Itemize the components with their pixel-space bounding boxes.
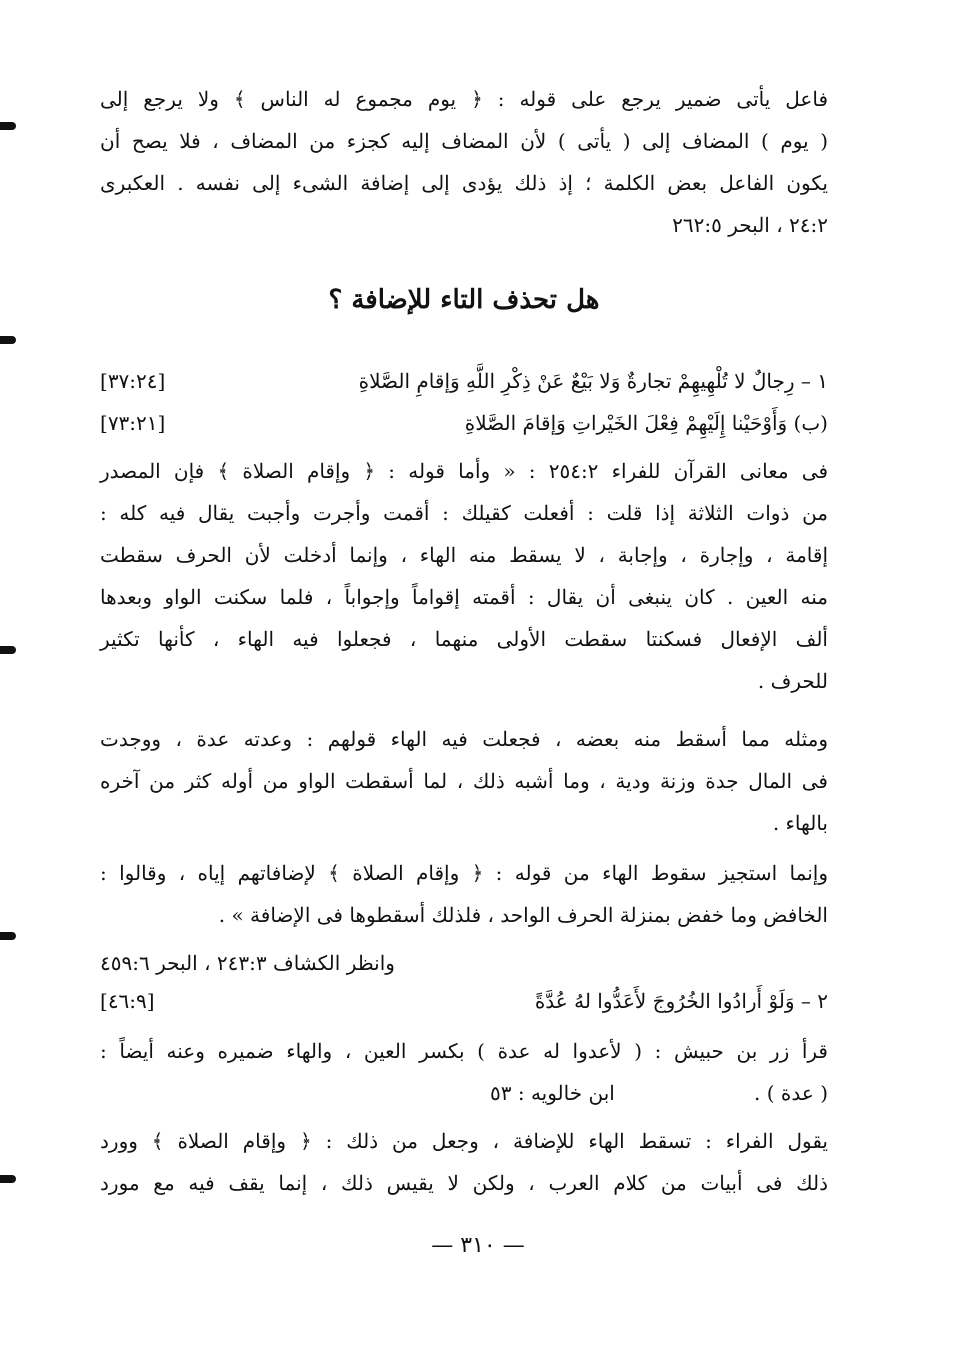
text-line: ألف الإفعال فسكنتا سقطت الأولى منهما ، فجعلوا فيه الهاء ، كأنها تكثير bbox=[100, 627, 828, 651]
verse-block-2 bbox=[100, 980, 828, 1022]
text-line: الخافض وما خفض بمنزلة الحرف الواحد ، فلذلك أسقطوها فى الإضافة » . bbox=[218, 903, 828, 927]
text-line: قرأ زر بن حبيش : ( لأعدوا له عدة ) بكسر العين ، والهاء ضميره وعنه أيضاً : bbox=[100, 1039, 828, 1063]
text-line: يكون الفاعل بعض الكلمة ؛ إذ ذلك يؤدى إلى إضافة الشىء إلى نفسه . العكبرى bbox=[100, 171, 828, 195]
text-line: ( يوم ) المضاف إلى ( يأتى ) لأن المضاف إليه كجزء من المضاف ، فلا يصح أن bbox=[100, 129, 828, 153]
text-line: ومثله مما أسقط منه بعضه ، فجعلت فيه الهاء قولهم : وعدته عدة ، ووجدت bbox=[100, 727, 828, 751]
see-also-text: وانظر الكشاف ٢٤٣:٣ ، البحر ٤٥٩:٦ bbox=[100, 951, 395, 975]
text-line: ذلك فى أبيات من كلام العرب ، ولكن لا يقيس ذلك ، إنما يقف فيه مع مورد bbox=[100, 1171, 828, 1195]
text-line: للحرف . bbox=[757, 669, 828, 693]
verse-b bbox=[100, 402, 828, 444]
text-line: وإنما استجيز سقوط الهاء من قوله : ﴿ وإقام الصلاة ﴾ لإضافاتهم إياه ، وقالوا : bbox=[100, 861, 828, 885]
text-line: منه العين . كان ينبغى أن يقال : أقمته إقواماً وإجواباً ، فلما سكنت الواو وبعدها bbox=[100, 585, 828, 609]
verse-a bbox=[100, 360, 828, 402]
verse-text: ١ – رِجالٌ لا تُلْهِيهِمْ تجارةٌ وَلا بَيْعٌ عَنْ ذِكْرِ اللَّهِ وَإقامِ الصَّلاةِ bbox=[358, 369, 828, 393]
text-line: فى معانى القرآن للفراء ٢٥٤:٢ : « وأما قوله : ﴿ وإقام الصلاة ﴾ فإن المصدر bbox=[100, 459, 829, 483]
binding-mark bbox=[0, 1175, 16, 1183]
verse-text: (ب) وَأَوْحَيْنا إِلَيْهِمْ فِعْلَ الخَيْراتِ وَإقامَ الصَّلاةِ bbox=[464, 411, 828, 435]
source-reference: ابن خالويه : ٥٣ bbox=[490, 1081, 615, 1105]
verse-reference: [٤٦:٩] bbox=[100, 989, 155, 1013]
text-line: إقامة ، وإجارة ، وإجابة ، لا يسقط منه الهاء ، وإنما أدخلت لأن الحرف سقطت bbox=[100, 543, 828, 567]
binding-mark bbox=[0, 932, 16, 940]
paragraph-2 bbox=[100, 450, 828, 702]
text-line: ٢٤:٢ ، البحر ٢٦٢:٥ bbox=[672, 213, 828, 237]
binding-mark bbox=[0, 122, 16, 130]
section-heading: هل تحذف التاء للإضافة ؟ bbox=[328, 285, 600, 315]
page-number: — ٣١٠ — bbox=[431, 1233, 525, 1258]
see-also-line bbox=[100, 942, 828, 984]
verse-block-1 bbox=[100, 360, 828, 444]
text-line: بالهاء . bbox=[772, 811, 828, 835]
paragraph-4 bbox=[100, 852, 828, 936]
verse-text: ٢ – وَلَوْ أَرادُوا الخُرُوجَ لأَعَدُّوا لهُ عُدَّةً bbox=[534, 989, 828, 1013]
paragraph-5 bbox=[100, 1030, 828, 1114]
verse-reference: [٧٣:٢١] bbox=[100, 411, 166, 435]
text-line: فاعل يأتى ضمير يرجع على قوله : ﴿ يوم مجموع له الناس ﴾ ولا يرجع إلى bbox=[100, 87, 828, 111]
text-line: فى المال جدة وزنة ودية ، وما أشبه ذلك ، لما أسقطت الواو من أوله كثر من آخره bbox=[100, 769, 828, 793]
text-line: من ذوات الثلاثة إذا قلت : أفعلت كقيلك : أقمت وأجرت وأجبت يقال فيه كله : bbox=[100, 501, 828, 525]
text-line: يقول الفراء : تسقط الهاء للإضافة ، وجعل من ذلك : ﴿ وإقام الصلاة ﴾ وورد bbox=[100, 1129, 828, 1153]
paragraph-1 bbox=[100, 78, 828, 246]
binding-mark bbox=[0, 336, 16, 344]
verse-reference: [٣٧:٢٤] bbox=[100, 369, 166, 393]
text-line: ( عدة ) . bbox=[754, 1081, 828, 1105]
paragraph-6 bbox=[100, 1120, 828, 1204]
binding-mark bbox=[0, 646, 16, 654]
paragraph-3 bbox=[100, 718, 828, 844]
